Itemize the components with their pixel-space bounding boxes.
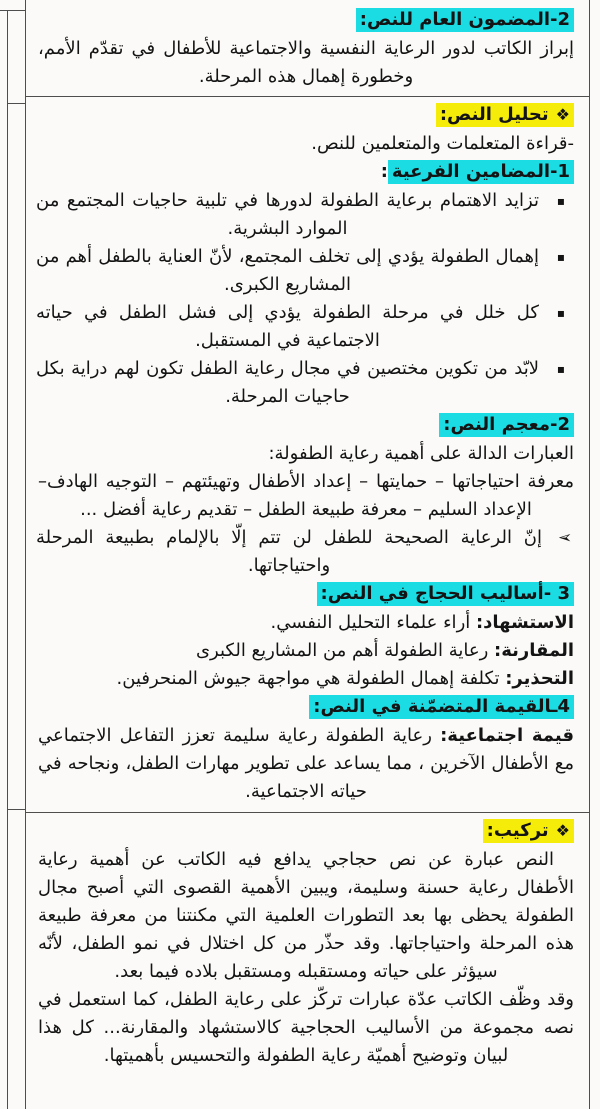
diamond-bullet-icon: ❖ [555, 821, 570, 840]
composition-heading [32, 817, 574, 845]
table-row-divider-1-left [7, 103, 25, 104]
list-item [36, 355, 568, 411]
sub-contents-heading-highlight: 1-المضامين الفرعية [388, 160, 574, 184]
list-item-text: لابّد من تكوين مختصين في مجال رعاية الطفل تكون لهم دراية بكل حاجيات المرحلة. [36, 358, 539, 407]
lexicon-phrases: معرفة احتياجاتها – حمايتها – إعداد الأطفال وتهيئتهم – التوجيه الهادف– الإعداد السليم – معرفة طبيعة الطفل – تقديم رعاية أفضل ... [38, 471, 574, 520]
general-body: إبراز الكاتب لدور الرعاية النفسية والاجتماعية للأطفال في تقدّم الأمم، وخطورة إهمال هذه المرحلة. [38, 38, 574, 87]
composition-heading-label: تركيب: [486, 820, 549, 841]
sub-lexicon-heading [32, 411, 574, 439]
composition-paragraph-2: وقد وظّف الكاتب عدّة عبارات تركّز على رعاية الطفل، كما استعمل في نصه مجموعة من الأساليب الحجاجية كالاستشهاد والمقارنة... كل هذا لبيان وتوضيح أهميّة رعاية الطفولة والتحسيس بأهميتها. [38, 989, 574, 1066]
analysis-heading-highlight [436, 103, 574, 127]
method-text: تكلفة إهمال الطفولة هي مواجهة جيوش المنحرفين. [116, 668, 506, 689]
list-item [36, 187, 568, 243]
lexicon-intro: العبارات الدالة على أهمية رعاية الطفولة: [268, 443, 574, 464]
composition-heading-highlight [483, 819, 574, 843]
list-item-text: إهمال الطفولة يؤدي إلى تخلف المجتمع، لأنّ العناية بالطفل أهم من المشاريع الكبرى. [36, 246, 539, 295]
list-item-text: كل خلل في مرحلة الطفولة يؤدي إلى فشل الطفل في حياته الاجتماعية في المستقبل. [36, 302, 539, 351]
method-line [32, 637, 574, 665]
sub-lexicon-heading-highlight: 2-معجم النص: [439, 413, 574, 437]
section-composition [26, 817, 579, 1070]
table-row-divider-2-left [7, 809, 25, 810]
section-general-content [26, 6, 579, 91]
value-text: رعاية الطفولة رعاية سليمة تعزز التفاعل الاجتماعي مع الأطفال الآخرين ، مما يساعد على تطوير مهارات الطفل، ونجاحه في حياته الاجتماعية. [38, 725, 574, 802]
square-bullet-icon: ▪ [556, 250, 565, 264]
list-item-text: تزايد الاهتمام برعاية الطفولة لدورها في تلبية حاجيات المجتمع من الموارد البشرية. [36, 190, 539, 239]
general-heading [32, 6, 574, 34]
arrow-note-text: إنّ الرعاية الصحيحة للطفل لن تتم إلّا بالإلمام بطبيعة المرحلة واحتياجاتها. [36, 527, 542, 576]
square-bullet-icon: ▪ [556, 194, 565, 208]
sub-methods-heading [32, 580, 574, 608]
list-item [36, 243, 568, 299]
section-text-analysis [26, 101, 579, 806]
analysis-heading [32, 101, 574, 129]
analysis-heading-label: تحليل النص: [439, 104, 549, 125]
table-border-right [589, 0, 590, 1109]
method-text: رعاية الطفولة أهم من المشاريع الكبرى [195, 640, 495, 661]
square-bullet-icon: ▪ [556, 362, 565, 376]
sub-value-heading [32, 693, 574, 721]
square-bullet-icon: ▪ [556, 306, 565, 320]
method-term: التحذير: [505, 668, 574, 689]
analysis-intro: -قراءة المتعلمات والمتعلمين للنص. [311, 133, 574, 154]
composition-paragraph-1: النص عبارة عن نص حجاجي يدافع فيه الكاتب عن أهمية رعاية الأطفال رعاية حسنة وسليمة، ويبين الأهمية القصوى التي أصبح مجال الطفولة يحظى بها بعد التطورات العلمية التي مكنتنا من معرفة طبيعة هذه المرحلة واحتياجاتها. وقد حذّر من كل اختلال في نمو الطفل، لأنّه سيؤثر على حياته ومستقبله ومستقبل بلاده فيما بعد. [38, 849, 574, 982]
diamond-bullet-icon: ❖ [555, 105, 570, 124]
value-term: قيمة اجتماعية: [440, 725, 574, 746]
table-border-left-outer [7, 10, 8, 1109]
table-main-cell [26, 0, 579, 1109]
sub-contents-heading-colon: : [380, 161, 388, 182]
arrow-note [36, 524, 572, 580]
sub-contents-heading [32, 158, 574, 186]
sub-value-heading-highlight: 4ـالقيمة المتضمّنة في النص: [309, 695, 574, 719]
method-term: الاستشهاد: [475, 612, 574, 633]
table-border-top-left [0, 10, 26, 11]
general-heading-highlight: 2-المضمون العام للنص: [356, 8, 574, 32]
sub-methods-heading-highlight: 3 -أساليب الحجاج في النص: [317, 582, 575, 606]
method-term: المقارنة: [494, 640, 574, 661]
arrowhead-bullet-icon: ➢ [557, 528, 572, 548]
value-paragraph [38, 722, 574, 806]
method-text: أراء علماء التحليل النفسي. [270, 612, 476, 633]
method-line [32, 665, 574, 693]
method-line [32, 609, 574, 637]
list-item [36, 299, 568, 355]
